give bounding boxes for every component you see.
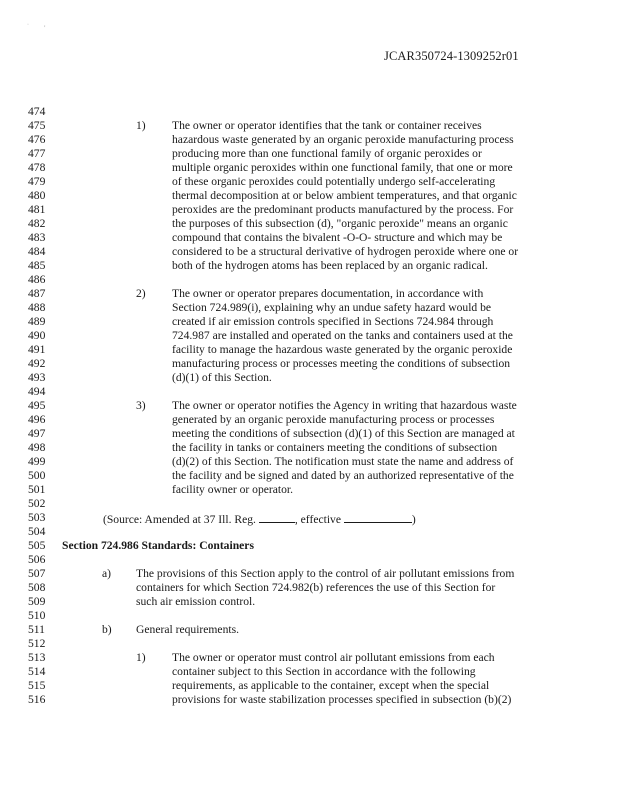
line-number: 476 [28,133,46,146]
line-number: 510 [28,609,46,622]
line-number: 479 [28,175,46,188]
line-number: 495 [28,399,46,412]
line-number: 513 [28,651,46,664]
line-number: 498 [28,441,46,454]
text-line: (d)(1) of this Section. [172,371,272,384]
source-note-middle: , effective [294,513,341,526]
text-line: container subject to this Section in accordance with the following [172,665,476,678]
text-line: generated by an organic peroxide manufacturing process or processes [172,413,495,426]
text-line: manufacturing process or processes meeting the conditions of subsection [172,357,511,370]
source-note-suffix: ) [411,513,416,526]
line-number: 508 [28,581,46,594]
line-number: 483 [28,231,46,244]
line-number: 499 [28,455,46,468]
line-number: 491 [28,343,46,356]
line-number: 514 [28,665,46,678]
line-number: 500 [28,469,46,482]
line-number: 503 [28,511,46,524]
text-line: (d)(2) of this Section. The notification must state the name and address of [172,455,514,468]
text-line: facility to manage the hazardous waste generated by the organic peroxide [172,343,513,356]
document-code: JCAR350724-1309252r01 [384,49,519,63]
line-number: 484 [28,245,46,258]
text-line: The owner or operator notifies the Agency in writing that hazardous waste [172,399,517,412]
line-number: 482 [28,217,46,230]
text-line: of these organic peroxides could potentially undergo self-accelerating [172,175,496,188]
line-number: 490 [28,329,46,342]
text-line: peroxides are the predominant products manufactured by the process. For [172,203,514,216]
scan-marks: · , [27,22,46,28]
line-number: 497 [28,427,46,440]
text-line: provisions for waste stabilization processes specified in subsection (b)(2) [172,693,512,706]
text-line: hazardous waste generated by an organic peroxide manufacturing process [172,133,514,146]
line-number: 511 [28,623,45,636]
text-line: containers for which Section 724.982(b) references the use of this Section for [136,581,496,594]
line-number: 488 [28,301,46,314]
line-number: 507 [28,567,46,580]
line-number: 478 [28,161,46,174]
line-number: 515 [28,679,46,692]
line-number: 489 [28,315,46,328]
line-number: 505 [28,539,46,552]
text-line: considered to be a structural derivative of hydrogen peroxide where one or [172,245,519,258]
subsection-b-label: b) [102,623,112,636]
line-number: 501 [28,483,46,496]
text-line: the purposes of this subsection (d), "organic peroxide" means an organic [172,217,508,230]
line-number: 480 [28,189,46,202]
line-number: 492 [28,357,46,370]
line-number: 504 [28,525,46,538]
text-line: The owner or operator identifies that the tank or container receives [172,119,482,132]
line-number: 481 [28,203,46,216]
text-line: facility owner or operator. [172,483,294,496]
text-line: thermal decomposition at or below ambient temperatures, and that organic [172,189,517,202]
source-note-prefix: (Source: Amended at 37 Ill. Reg. [103,513,256,526]
line-number: 485 [28,259,46,272]
text-line: created if air emission controls specified in Sections 724.984 through [172,315,494,328]
item-d2-label: 2) [136,287,146,300]
line-number: 516 [28,693,46,706]
line-number: 475 [28,119,46,132]
text-line: the facility and be signed and dated by an authorized representative of the [172,469,514,482]
item-b1-label: 1) [136,651,146,664]
text-line: Section 724.989(i), explaining why an undue safety hazard would be [172,301,492,314]
line-number: 502 [28,497,46,510]
line-number: 496 [28,413,46,426]
effective-date-blank [344,511,412,523]
reg-page-blank [259,511,295,523]
text-line: such air emission control. [136,595,256,608]
section-heading: Section 724.986 Standards: Containers [62,539,254,552]
line-number: 474 [28,105,46,118]
line-number: 509 [28,595,46,608]
line-number: 512 [28,637,46,650]
line-number: 487 [28,287,46,300]
text-line: the facility in tanks or containers meeting the conditions of subsection [172,441,498,454]
subsection-b-text: General requirements. [136,623,240,636]
text-line: The owner or operator must control air pollutant emissions from each [172,651,495,664]
item-d3-label: 3) [136,399,146,412]
text-line: multiple organic peroxides within one functional family, that one or more [172,161,513,174]
text-line: producing more than one functional family of organic peroxides or [172,147,482,160]
line-number: 494 [28,385,46,398]
line-number: 493 [28,371,46,384]
line-number: 477 [28,147,46,160]
source-note [103,511,416,527]
text-line: The owner or operator prepares documentation, in accordance with [172,287,484,300]
subsection-a-label: a) [102,567,112,580]
text-line: compound that contains the bivalent -O-O- structure and which may be [172,231,503,244]
text-line: 724.987 are installed and operated on the tanks and containers used at the [172,329,513,342]
text-line: both of the hydrogen atoms has been replaced by an organic radical. [172,259,488,272]
line-number: 506 [28,553,46,566]
text-line: requirements, as applicable to the container, except when the special [172,679,490,692]
text-line: The provisions of this Section apply to the control of air pollutant emissions from [136,567,515,580]
text-line: meeting the conditions of subsection (d)(1) of this Section are managed at [172,427,515,440]
item-d1-label: 1) [136,119,146,132]
line-number: 486 [28,273,46,286]
